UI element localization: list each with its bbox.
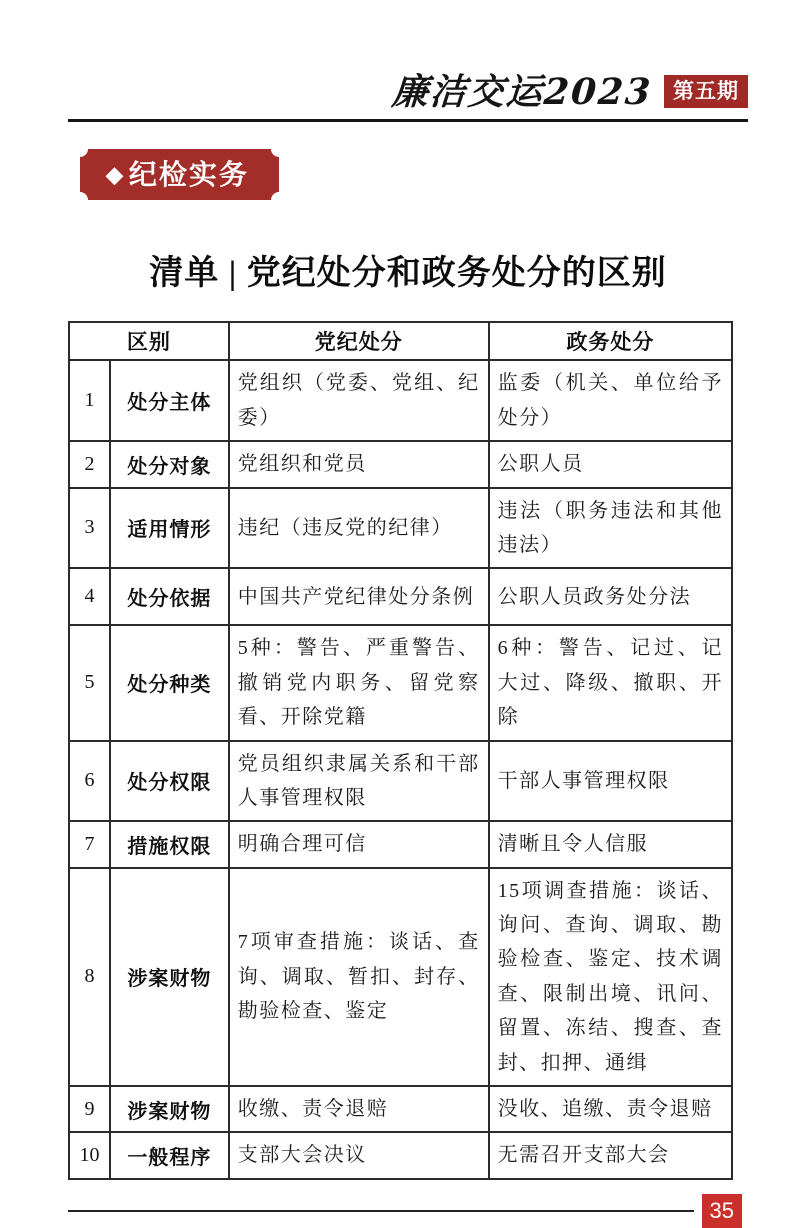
table-row: [69, 1132, 732, 1178]
dangji-cell: 党组织和党员: [229, 441, 489, 487]
row-label: 处分种类: [110, 625, 229, 740]
dangji-cell: 中国共产党纪律处分条例: [229, 568, 489, 625]
row-label: 涉案财物: [110, 1086, 229, 1132]
table-row: [69, 1086, 732, 1132]
dangji-cell: 党组织（党委、党组、纪委）: [229, 360, 489, 441]
row-number: 9: [69, 1086, 110, 1132]
row-number: 1: [69, 360, 110, 441]
table-row: [69, 488, 732, 569]
table-row: [69, 568, 732, 625]
row-number: 5: [69, 625, 110, 740]
header-divider: [68, 119, 748, 122]
banner-corner-notch: [72, 192, 88, 208]
masthead-title: 廉洁交运2023: [390, 71, 654, 113]
page-number-badge: 35: [702, 1194, 742, 1228]
row-label: 处分对象: [110, 441, 229, 487]
table-row: [69, 360, 732, 441]
dangji-cell: 7项审查措施：谈话、查询、调取、暂扣、封存、勘验检查、鉴定: [229, 868, 489, 1086]
zhengwu-cell: 违法（职务违法和其他违法）: [489, 488, 732, 569]
zhengwu-cell: 监委（机关、单位给予处分）: [489, 360, 732, 441]
section-banner: [80, 149, 279, 200]
column-header-zhengwu: 政务处分: [489, 322, 732, 360]
diamond-icon: ◆: [106, 162, 125, 187]
row-label: 处分权限: [110, 741, 229, 822]
footer-divider: [68, 1210, 694, 1212]
table-row: [69, 821, 732, 867]
dangji-cell: 违纪（违反党的纪律）: [229, 488, 489, 569]
comparison-table: [68, 321, 733, 1179]
dangji-cell: 5种：警告、严重警告、撤销党内职务、留党察看、开除党籍: [229, 625, 489, 740]
section-banner-text: [106, 160, 249, 191]
row-number: 6: [69, 741, 110, 822]
dangji-cell: 支部大会决议: [229, 1132, 489, 1178]
row-number: 3: [69, 488, 110, 569]
row-label: 涉案财物: [110, 868, 229, 1086]
row-number: 2: [69, 441, 110, 487]
dangji-cell: 收缴、责令退赔: [229, 1086, 489, 1132]
row-label: 处分依据: [110, 568, 229, 625]
row-label: 一般程序: [110, 1132, 229, 1178]
zhengwu-cell: 无需召开支部大会: [489, 1132, 732, 1178]
row-number: 7: [69, 821, 110, 867]
row-label: 处分主体: [110, 360, 229, 441]
table-row: [69, 868, 732, 1086]
table-row: [69, 625, 732, 740]
issue-badge: 第五期: [664, 75, 748, 108]
article-title: 清单 | 党纪处分和政务处分的区别: [149, 255, 667, 293]
zhengwu-cell: 没收、追缴、责令退赔: [489, 1086, 732, 1132]
page-footer: [68, 1194, 742, 1228]
table-row: [69, 741, 732, 822]
banner-corner-notch: [271, 141, 287, 157]
table-row: [69, 441, 732, 487]
banner-corner-notch: [72, 141, 88, 157]
row-label: 措施权限: [110, 821, 229, 867]
zhengwu-cell: 公职人员: [489, 441, 732, 487]
section-banner-label: 纪检实务: [128, 158, 249, 190]
zhengwu-cell: 清晰且令人信服: [489, 821, 732, 867]
banner-corner-notch: [271, 192, 287, 208]
table-header-row: [69, 322, 732, 360]
page-header: [68, 64, 748, 122]
row-number: 8: [69, 868, 110, 1086]
column-header-dangji: 党纪处分: [229, 322, 489, 360]
zhengwu-cell: 公职人员政务处分法: [489, 568, 732, 625]
row-number: 4: [69, 568, 110, 625]
masthead-row: [68, 64, 748, 113]
zhengwu-cell: 6种：警告、记过、记大过、降级、撤职、开除: [489, 625, 732, 740]
dangji-cell: 明确合理可信: [229, 821, 489, 867]
row-number: 10: [69, 1132, 110, 1178]
zhengwu-cell: 15项调查措施：谈话、询问、查询、调取、勘验检查、鉴定、技术调查、限制出境、讯问、留置、冻结、搜查、查封、扣押、通缉: [489, 868, 732, 1086]
dangji-cell: 党员组织隶属关系和干部人事管理权限: [229, 741, 489, 822]
zhengwu-cell: 干部人事管理权限: [489, 741, 732, 822]
row-label: 适用情形: [110, 488, 229, 569]
column-header-quebie: 区别: [69, 322, 229, 360]
